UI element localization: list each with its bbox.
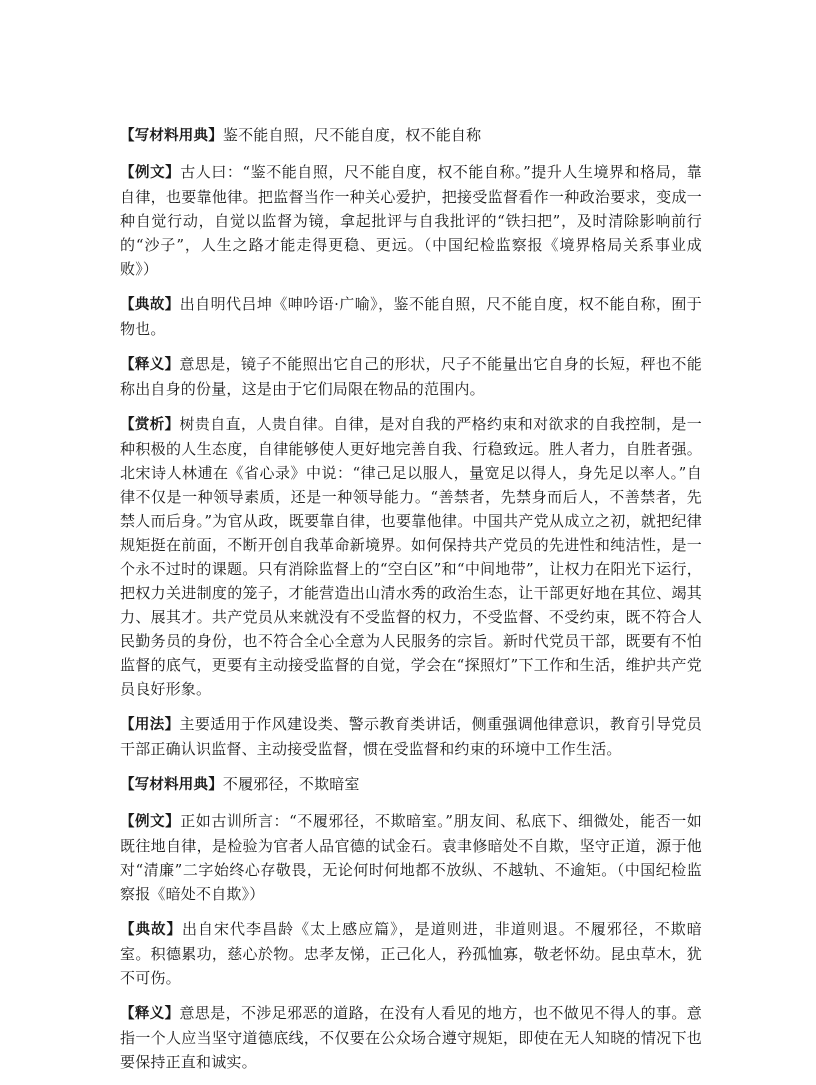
section-tag: 【典故】 — [120, 922, 183, 938]
section-tag: 【例文】 — [120, 814, 181, 830]
example-paragraph-1 — [120, 160, 702, 281]
usage-paragraph — [120, 712, 702, 761]
section-tag: 【释义】 — [120, 1006, 180, 1022]
section-heading-2 — [120, 772, 702, 797]
section-text: 正如古训所言：“不履邪径，不欺暗室。”朋友间、私底下、细微处，能否一如既往地自律，是检验为官者人品官德的试金石。袁聿修暗处不自欺，坚守正道，源于他对“清廉”二字始终心存敬畏，无论何时何地都不放纵、不越轨、不逾矩。（中国纪检监察报《暗处不自欺》） — [120, 812, 702, 903]
section-tag: 【典故】 — [120, 297, 180, 313]
section-text: 意思是，镜子不能照出它自己的形状，尺子不能量出它自身的长短，秤也不能称出自身的份量，这是由于它们局限在物品的范围内。 — [120, 355, 702, 398]
section-text: 意思是，不涉足邪恶的道路，在没有人看见的地方，也不做见不得人的事。意指一个人应当坚守道德底线，不仅要在公众场合遵守规矩，即使在无人知晓的情况下也要保持正直和诚实。 — [120, 1004, 702, 1071]
document-page — [120, 123, 702, 1085]
section-heading-1 — [120, 123, 702, 148]
meaning-paragraph-1 — [120, 352, 702, 401]
example-paragraph-2 — [120, 809, 702, 906]
section-text: 主要适用于作风建设类、警示教育类讲话，侧重强调他律意识，教育引导党员干部正确认识监督、主动接受监督，惯在受监督和约束的环境中工作生活。 — [120, 715, 702, 758]
section-text: 树贵自直，人贵自律。自律，是对自我的严格约束和对欲求的自我控制，是一种积极的人生态度，自律能够使人更好地完善自我、行稳致远。胜人者力，自胜者强。北宋诗人林逋在《省心录》中说：“律己足以服人，量宽足以得人，身先足以率人。”自律不仅是一种领导素质，还是一种领导能力。“善禁者，先禁身而后人，不善禁者，先禁人而后身。”为官从政，既要靠自律，也要靠他律。中国共产党从成立之初，就把纪律规矩挺在前面，不断开创自我革命新境界。如何保持共产党员的先进性和纯洁性，是一个永不过时的课题。只有消除监督上的“空白区”和“中间地带”，让权力在阳光下运行，把权力关进制度的笼子，才能营造出山清水秀的政治生态，让干部更好地在其位、竭其力、展其才。共产党员从来就没有不受监督的权力，不受监督、不受约束，既不符合人民勤务员的身份，也不符合全心全意为人民服务的宗旨。新时代党员干部，既要有不怕监督的底气，更要有主动接受监督的自觉，学会在“探照灯”下工作和生活，维护共产党员良好形象。 — [120, 415, 702, 698]
appreciation-paragraph — [120, 412, 702, 701]
source-paragraph-1 — [120, 292, 702, 341]
meaning-paragraph-2 — [120, 1001, 702, 1074]
source-paragraph-2 — [120, 917, 702, 990]
section-text: 出自宋代李昌龄《太上感应篇》，是道则进，非道则退。不履邪径，不欺暗室。积德累功，慈心於物。忠孝友悌，正己化人，矜孤恤寡，敬老怀幼。昆虫草木，犹不可伤。 — [120, 920, 702, 987]
section-tag: 【写材料用典】 — [120, 777, 223, 793]
section-text: 出自明代吕坤《呻吟语·广喻》，鉴不能自照，尺不能自度，权不能自称，囿于物也。 — [120, 295, 702, 338]
section-tag: 【写材料用典】 — [120, 128, 223, 144]
section-tag: 【例文】 — [120, 165, 181, 181]
section-text: 鉴不能自照，尺不能自度，权不能自称 — [222, 126, 482, 144]
section-tag: 【用法】 — [120, 717, 180, 733]
section-text: 古人曰：“鉴不能自照，尺不能自度，权不能自称。”提升人生境界和格局，靠自律，也要靠他律。把监督当作一种关心爱护，把接受监督看作一种政治要求，变成一种自觉行动，自觉以监督为镜，拿起批评与自我批评的“铁扫把”，及时清除影响前行的“沙子”，人生之路才能走得更稳、更远。（中国纪检监察报《境界格局关系事业成败》） — [120, 163, 702, 278]
section-tag: 【释义】 — [120, 357, 180, 373]
section-text: 不履邪径，不欺暗室 — [222, 775, 360, 793]
section-tag: 【赏析】 — [120, 417, 180, 433]
